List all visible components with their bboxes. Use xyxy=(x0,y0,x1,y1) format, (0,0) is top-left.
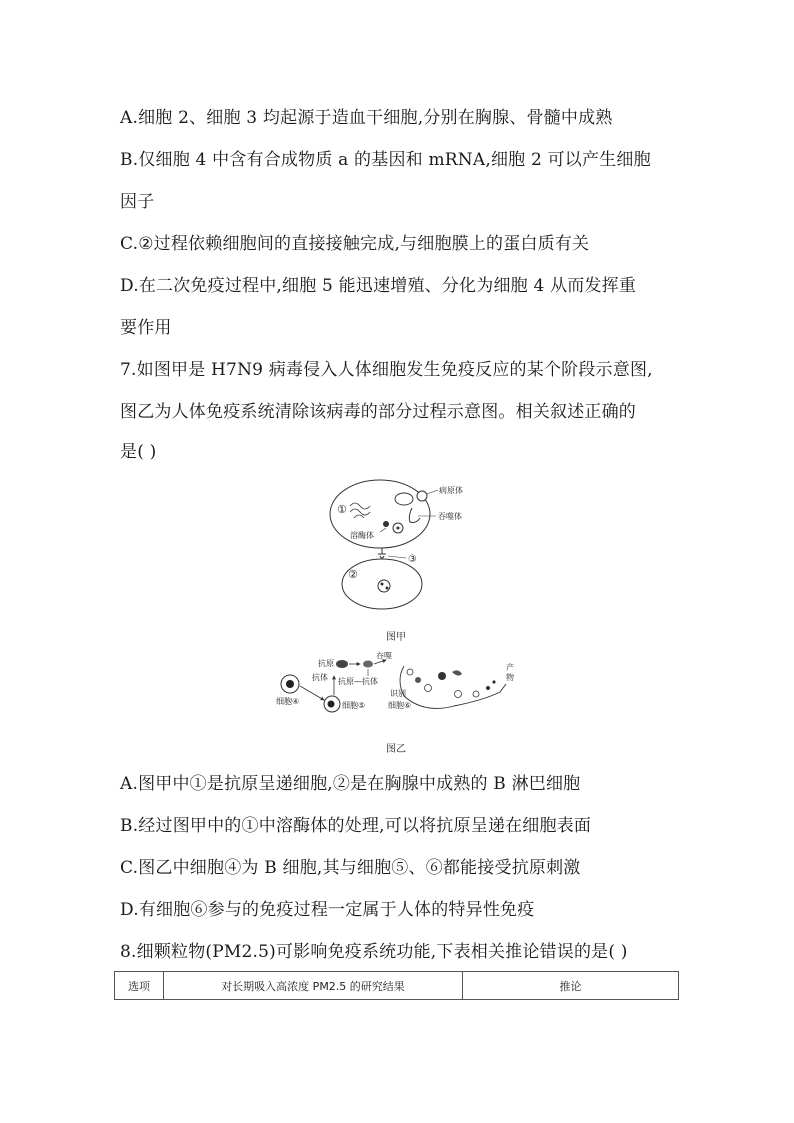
figure-a-diagram xyxy=(320,476,480,614)
table-header-option: 选项 xyxy=(115,972,164,1000)
q6-option-a: A.细胞 2、细胞 3 均起源于造血干细胞,分别在胸腺、骨髓中成熟 xyxy=(120,108,613,128)
q6-option-d-continued: 要作用 xyxy=(120,318,172,338)
cell-1-mark: ① xyxy=(337,503,347,516)
endoplasmic-reticulum xyxy=(350,503,370,518)
cell-1-nucleus xyxy=(395,493,413,505)
q7-option-b: B.经过图甲中的①中溶酶体的处理,可以将抗原呈递在细胞表面 xyxy=(120,816,592,836)
pathogen-blob xyxy=(417,491,427,501)
label-complex: 抗原—抗体 xyxy=(338,677,378,686)
label-pathogen: 病原体 xyxy=(439,486,463,495)
label-antigen: 抗原 xyxy=(318,659,334,668)
q7-stem-line-3: 是( ) xyxy=(120,442,157,462)
table-header-inference: 推论 xyxy=(463,972,679,1000)
label-product-1: 产 xyxy=(506,663,514,672)
label-lysosome: 溶酶体 xyxy=(350,531,374,540)
q7-option-a: A.图甲中①是抗原呈递细胞,②是在胸腺中成熟的 B 淋巴细胞 xyxy=(120,774,581,794)
cell-2-nucleus xyxy=(378,580,390,592)
figure-b-caption: 图乙 xyxy=(386,744,406,755)
table-header-row xyxy=(115,972,679,1000)
table-header-research: 对长期吸入高浓度 PM2.5 的研究结果 xyxy=(164,972,463,1000)
q8-stem: 8.细颗粒物(PM2.5)可影响免疫系统功能,下表相关推论错误的是( ) xyxy=(120,942,628,962)
antigen-antibody-blob xyxy=(363,661,373,668)
label-cell6: 细胞⑥ xyxy=(388,701,412,710)
q6-option-b: B.仅细胞 4 中含有合成物质 a 的基因和 mRNA,细胞 2 可以产生细胞 xyxy=(120,150,651,170)
q7-stem-line-1: 7.如图甲是 H7N9 病毒侵入人体细胞发生免疫反应的某个阶段示意图, xyxy=(120,360,653,380)
label-cell4: 细胞④ xyxy=(276,697,300,706)
label-antibody: 抗体 xyxy=(312,673,328,682)
q6-option-b-continued: 因子 xyxy=(120,192,155,212)
lysosome-blob xyxy=(383,521,389,527)
figure-a-caption: 图甲 xyxy=(386,632,406,643)
figure-b-diagram xyxy=(272,652,522,722)
q7-option-d: D.有细胞⑥参与的免疫过程一定属于人体的特异性免疫 xyxy=(120,900,535,920)
q7-stem-line-2: 图乙为人体免疫系统清除该病毒的部分过程示意图。相关叙述正确的 xyxy=(120,402,636,422)
label-engulf: 吞噬 xyxy=(376,652,392,660)
q8-table xyxy=(114,971,679,1000)
antigen-blob xyxy=(336,660,348,668)
q6-option-d: D.在二次免疫过程中,细胞 5 能迅速增殖、分化为细胞 4 从而发挥重 xyxy=(120,276,637,296)
label-phagosome: 吞噬体 xyxy=(438,512,462,521)
q7-option-c: C.图乙中细胞④为 B 细胞,其与细胞⑤、⑥都能接受抗原刺激 xyxy=(120,858,581,878)
q6-option-c: C.②过程依赖细胞间的直接接触完成,与细胞膜上的蛋白质有关 xyxy=(120,234,590,254)
cell-2-mark: ② xyxy=(348,568,358,581)
label-recognize: 识别 xyxy=(390,689,406,698)
phagosome-shape xyxy=(409,508,420,523)
label-cell5: 细胞⑤ xyxy=(342,701,366,710)
antigen-presenting-contact xyxy=(378,548,386,558)
mark-3: ③ xyxy=(408,554,417,565)
label-product-2: 物 xyxy=(506,673,514,682)
